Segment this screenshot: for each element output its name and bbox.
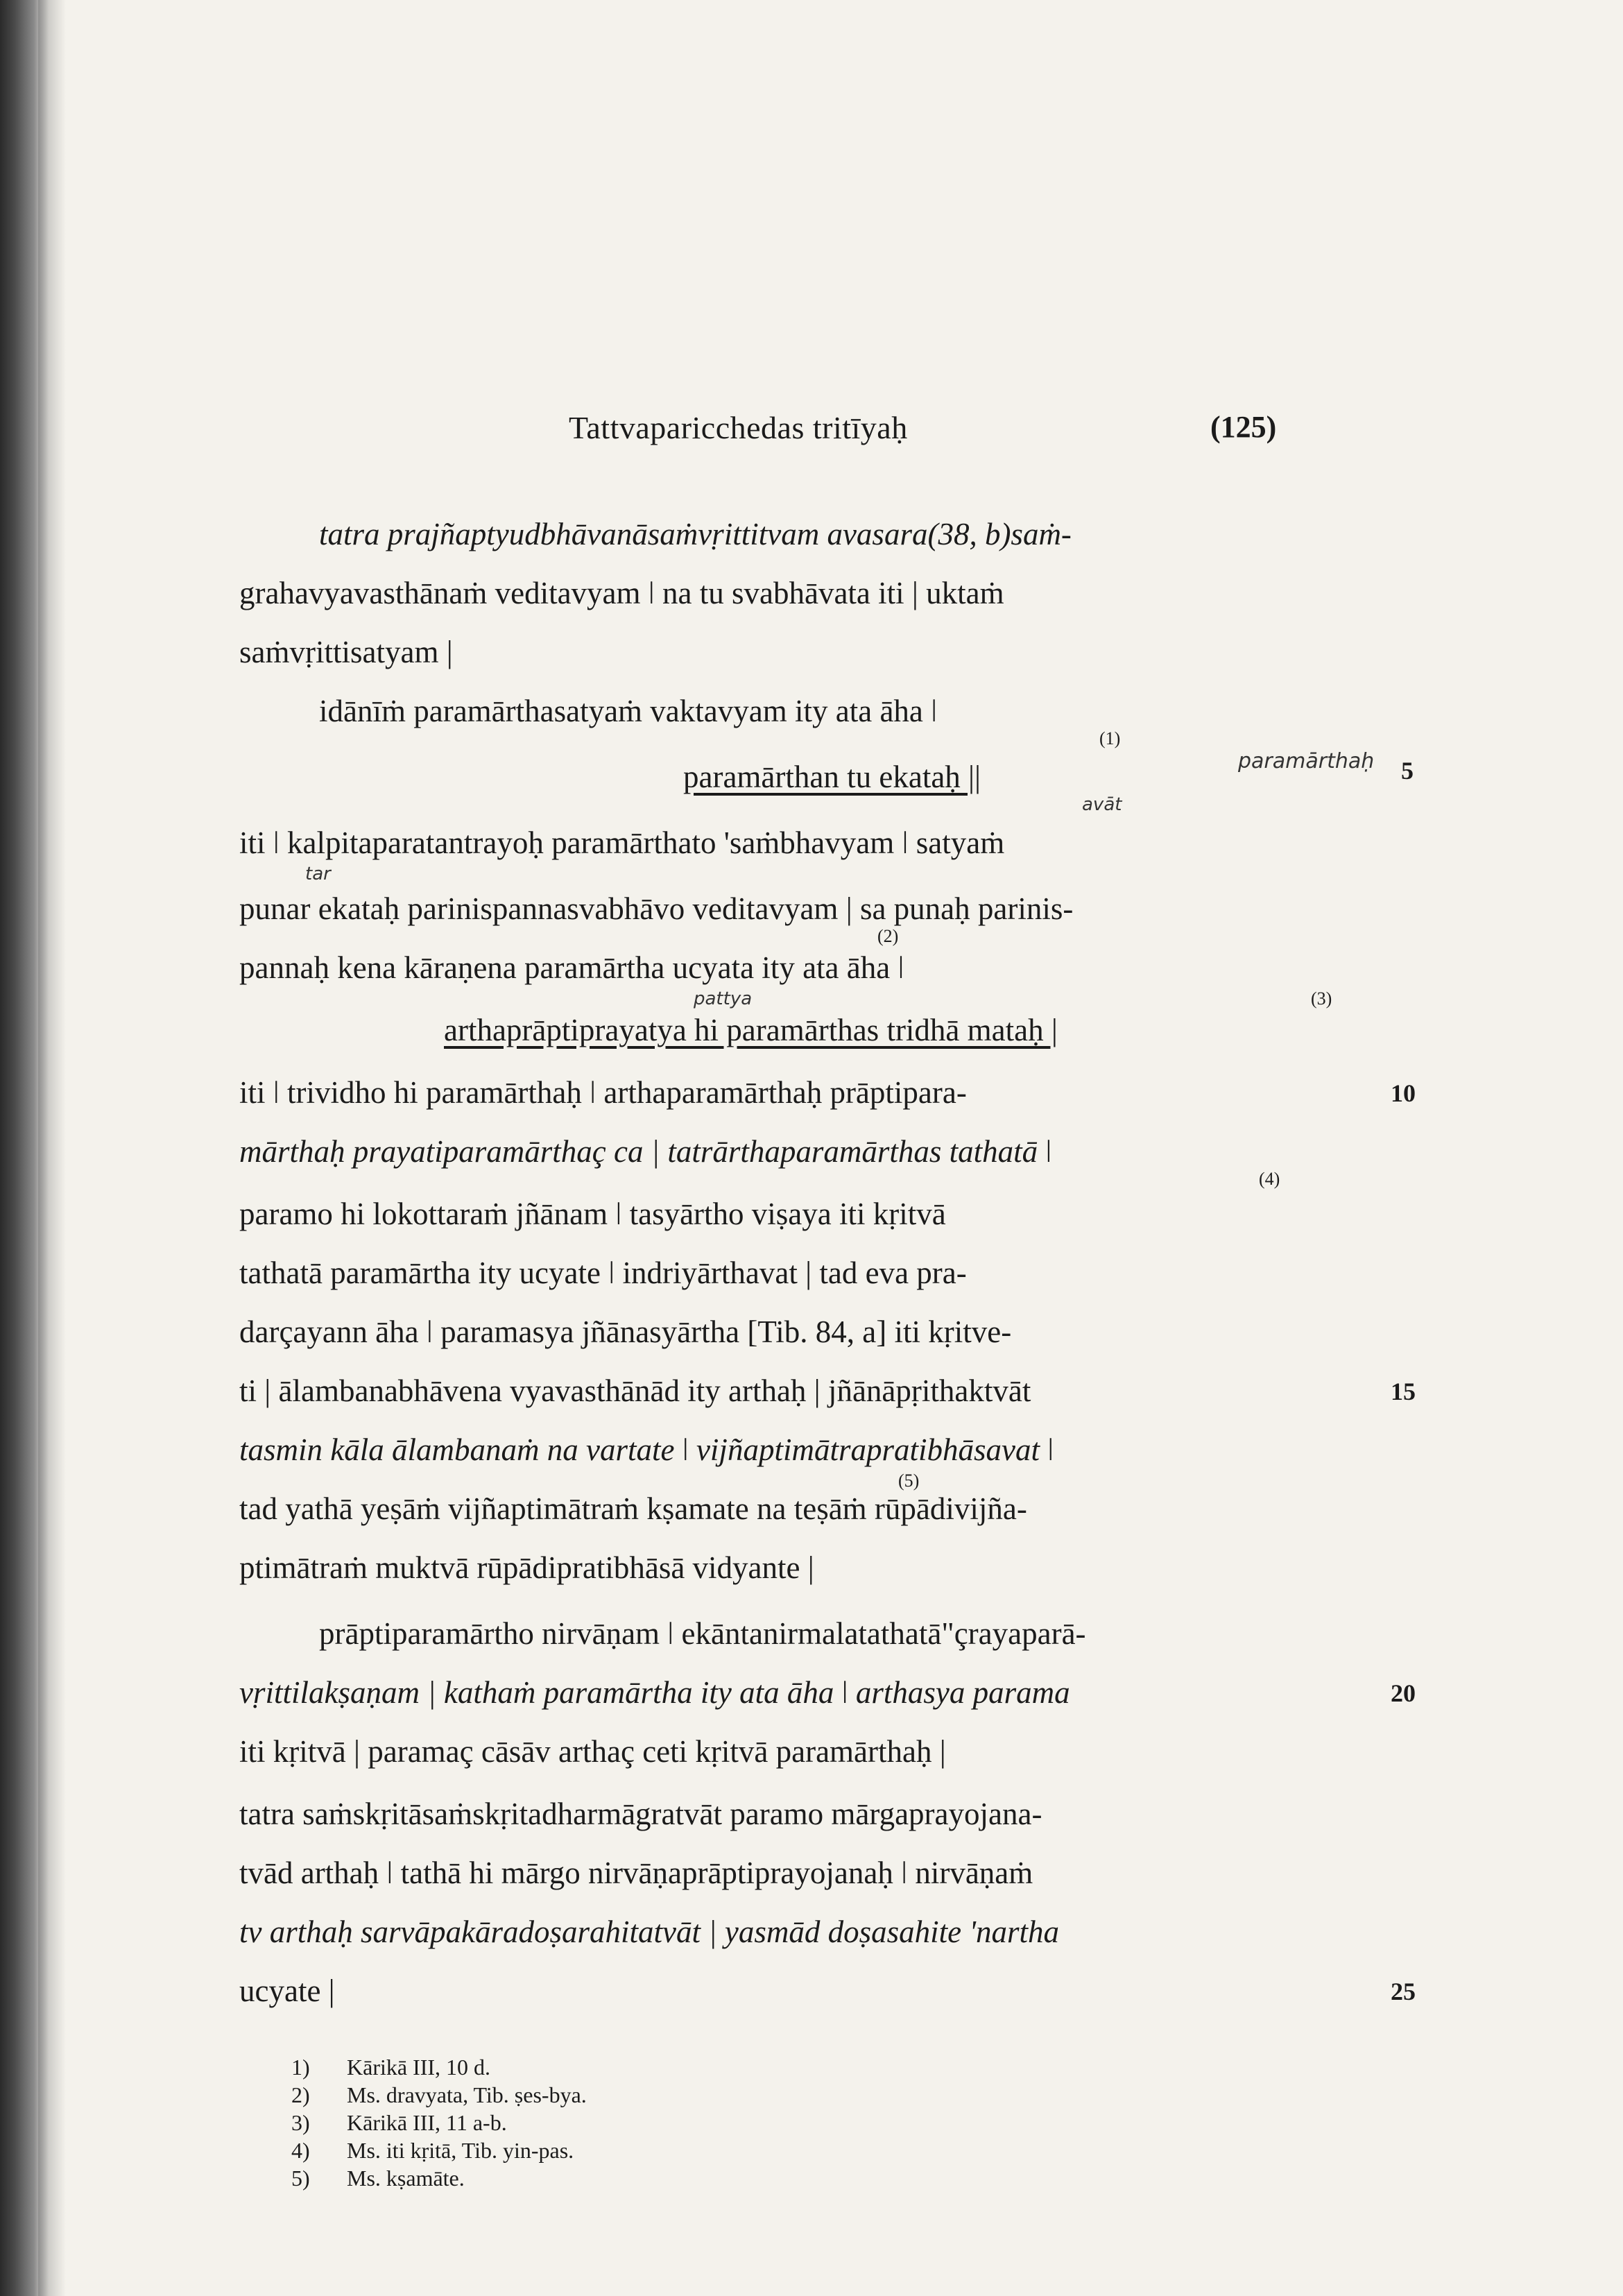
text-line-7: punar ekataḥ parinispannasvabhāvo veditavyam | sa punaḥ parinis-	[239, 891, 1074, 926]
line-number-10: 10	[1391, 1079, 1416, 1107]
footnote-marker-2: (2)	[877, 926, 899, 946]
gutter-shadow	[38, 0, 66, 2296]
text-line-18: ptimātraṁ muktvā rūpādipratibhāsā vidyante |	[239, 1550, 814, 1585]
footnote-marker-3: (3)	[1311, 988, 1332, 1009]
footnote-marker-1: (1)	[1099, 728, 1121, 748]
footnote-number: 1)	[291, 2055, 310, 2080]
text-line-17: tad yathā yeṣāṁ vijñaptimātraṁ kṣamate na teṣāṁ rūpādivijña-	[239, 1491, 1027, 1526]
karika-line-2: arthaprāptiprayatya hi paramārthas tridhā mataḥ |	[444, 1013, 1058, 1047]
footnote-marker-5: (5)	[898, 1471, 920, 1491]
text-line-15: ti | ālambanabhāvena vyavasthānād ity arthaḥ | jñānāpṛithaktvāt	[239, 1373, 1031, 1408]
text-line-23: tvād arthaḥ ǀ tathā hi mārgo nirvāṇaprāptiprayojanaḥ ǀ nirvāṇaṁ	[239, 1856, 1033, 1890]
text-line-11: mārthaḥ prayatiparamārthaç ca | tatrārthaparamārthas tathatā ǀ	[239, 1134, 1052, 1169]
handwritten-note-tar: tar	[305, 864, 331, 884]
line-number-5: 5	[1401, 757, 1414, 785]
handwritten-note-pattya: pattya	[694, 988, 753, 1009]
text-line-19: prāptiparamārtho nirvāṇam ǀ ekāntanirmalatathatā"çrayaparā-	[319, 1616, 1086, 1651]
text-line-14: darçayann āha ǀ paramasya jñānasyārtha [Tib. 84, a] iti kṛitve-	[239, 1314, 1012, 1349]
text-line-24: tv arthaḥ sarvāpakāradoṣarahitatvāt | yasmād doṣasahite 'nartha	[239, 1914, 1059, 1949]
handwritten-note-avat: avāt	[1082, 794, 1122, 815]
footnote-number: 4)	[291, 2138, 310, 2163]
karika-line-1: paramārthan tu ekataḥ ||	[683, 760, 981, 794]
text-line-2: grahavyavasthānaṁ veditavyam ǀ na tu svabhāvata iti | uktaṁ	[239, 576, 1004, 610]
footnote-number: 3)	[291, 2110, 310, 2135]
text-line-6: iti ǀ kalpitaparatantrayoḥ paramārthato 'saṁbhavyam ǀ satyaṁ	[239, 825, 1005, 860]
running-header: Tattvaparicchedas tritīyaḥ	[569, 410, 908, 445]
text-line-13: tathatā paramārtha ity ucyate ǀ indriyārthavat | tad eva pra-	[239, 1256, 967, 1290]
footnote-text: Kārikā III, 10 d.	[347, 2055, 491, 2080]
footnote-text: Ms. kṣamāte.	[347, 2166, 465, 2191]
page-number: (125)	[1210, 410, 1277, 444]
text-line-16: tasmin kāla ālambanaṁ na vartate ǀ vijñaptimātrapratibhāsavat ǀ	[239, 1432, 1054, 1467]
text-line-21: iti kṛitvā | paramaç cāsāv arthaç ceti kṛitvā paramārthaḥ |	[239, 1734, 946, 1769]
handwritten-note-paramartha: paramārthaḥ	[1238, 749, 1375, 773]
footnote-1	[291, 2053, 490, 2081]
footnote-text: Kārikā III, 11 a-b.	[347, 2110, 507, 2135]
footnote-text: Ms. dravyata, Tib. ṣes-bya.	[347, 2082, 587, 2107]
footnote-number: 5)	[291, 2166, 310, 2191]
text-line-20: vṛittilakṣaṇam | kathaṁ paramārtha ity ata āha ǀ arthasya parama	[239, 1675, 1070, 1710]
footnote-2	[291, 2081, 587, 2109]
footnote-5	[291, 2164, 465, 2192]
text-line-8: pannaḥ kena kāraṇena paramārtha ucyata ity ata āha ǀ	[239, 950, 904, 985]
text-line-3: saṁvṛittisatyam |	[239, 635, 453, 669]
line-number-20: 20	[1391, 1679, 1416, 1707]
text-line-10: iti ǀ trividho hi paramārthaḥ ǀ arthaparamārthaḥ prāptipara-	[239, 1075, 967, 1110]
footnote-4	[291, 2136, 574, 2164]
text-line-22: tatra saṁskṛitāsaṁskṛitadharmāgratvāt paramo mārgaprayojana-	[239, 1797, 1042, 1831]
text-line-25: ucyate |	[239, 1973, 335, 2008]
footnote-text: Ms. iti kṛitā, Tib. yin-pas.	[347, 2138, 574, 2163]
line-number-15: 15	[1391, 1378, 1416, 1405]
text-line-4: idānīṁ paramārthasatyaṁ vaktavyam ity ata āha ǀ	[319, 694, 938, 728]
footnote-number: 2)	[291, 2082, 310, 2107]
line-number-25: 25	[1391, 1978, 1416, 2005]
text-line-1: tatra prajñaptyudbhāvanāsaṁvṛittitvam avasara(38, b)saṁ-	[319, 517, 1072, 551]
footnote-marker-4: (4)	[1259, 1169, 1280, 1189]
footnote-3	[291, 2109, 507, 2136]
text-line-12: paramo hi lokottaraṁ jñānam ǀ tasyārtho viṣaya iti kṛitvā	[239, 1197, 946, 1231]
